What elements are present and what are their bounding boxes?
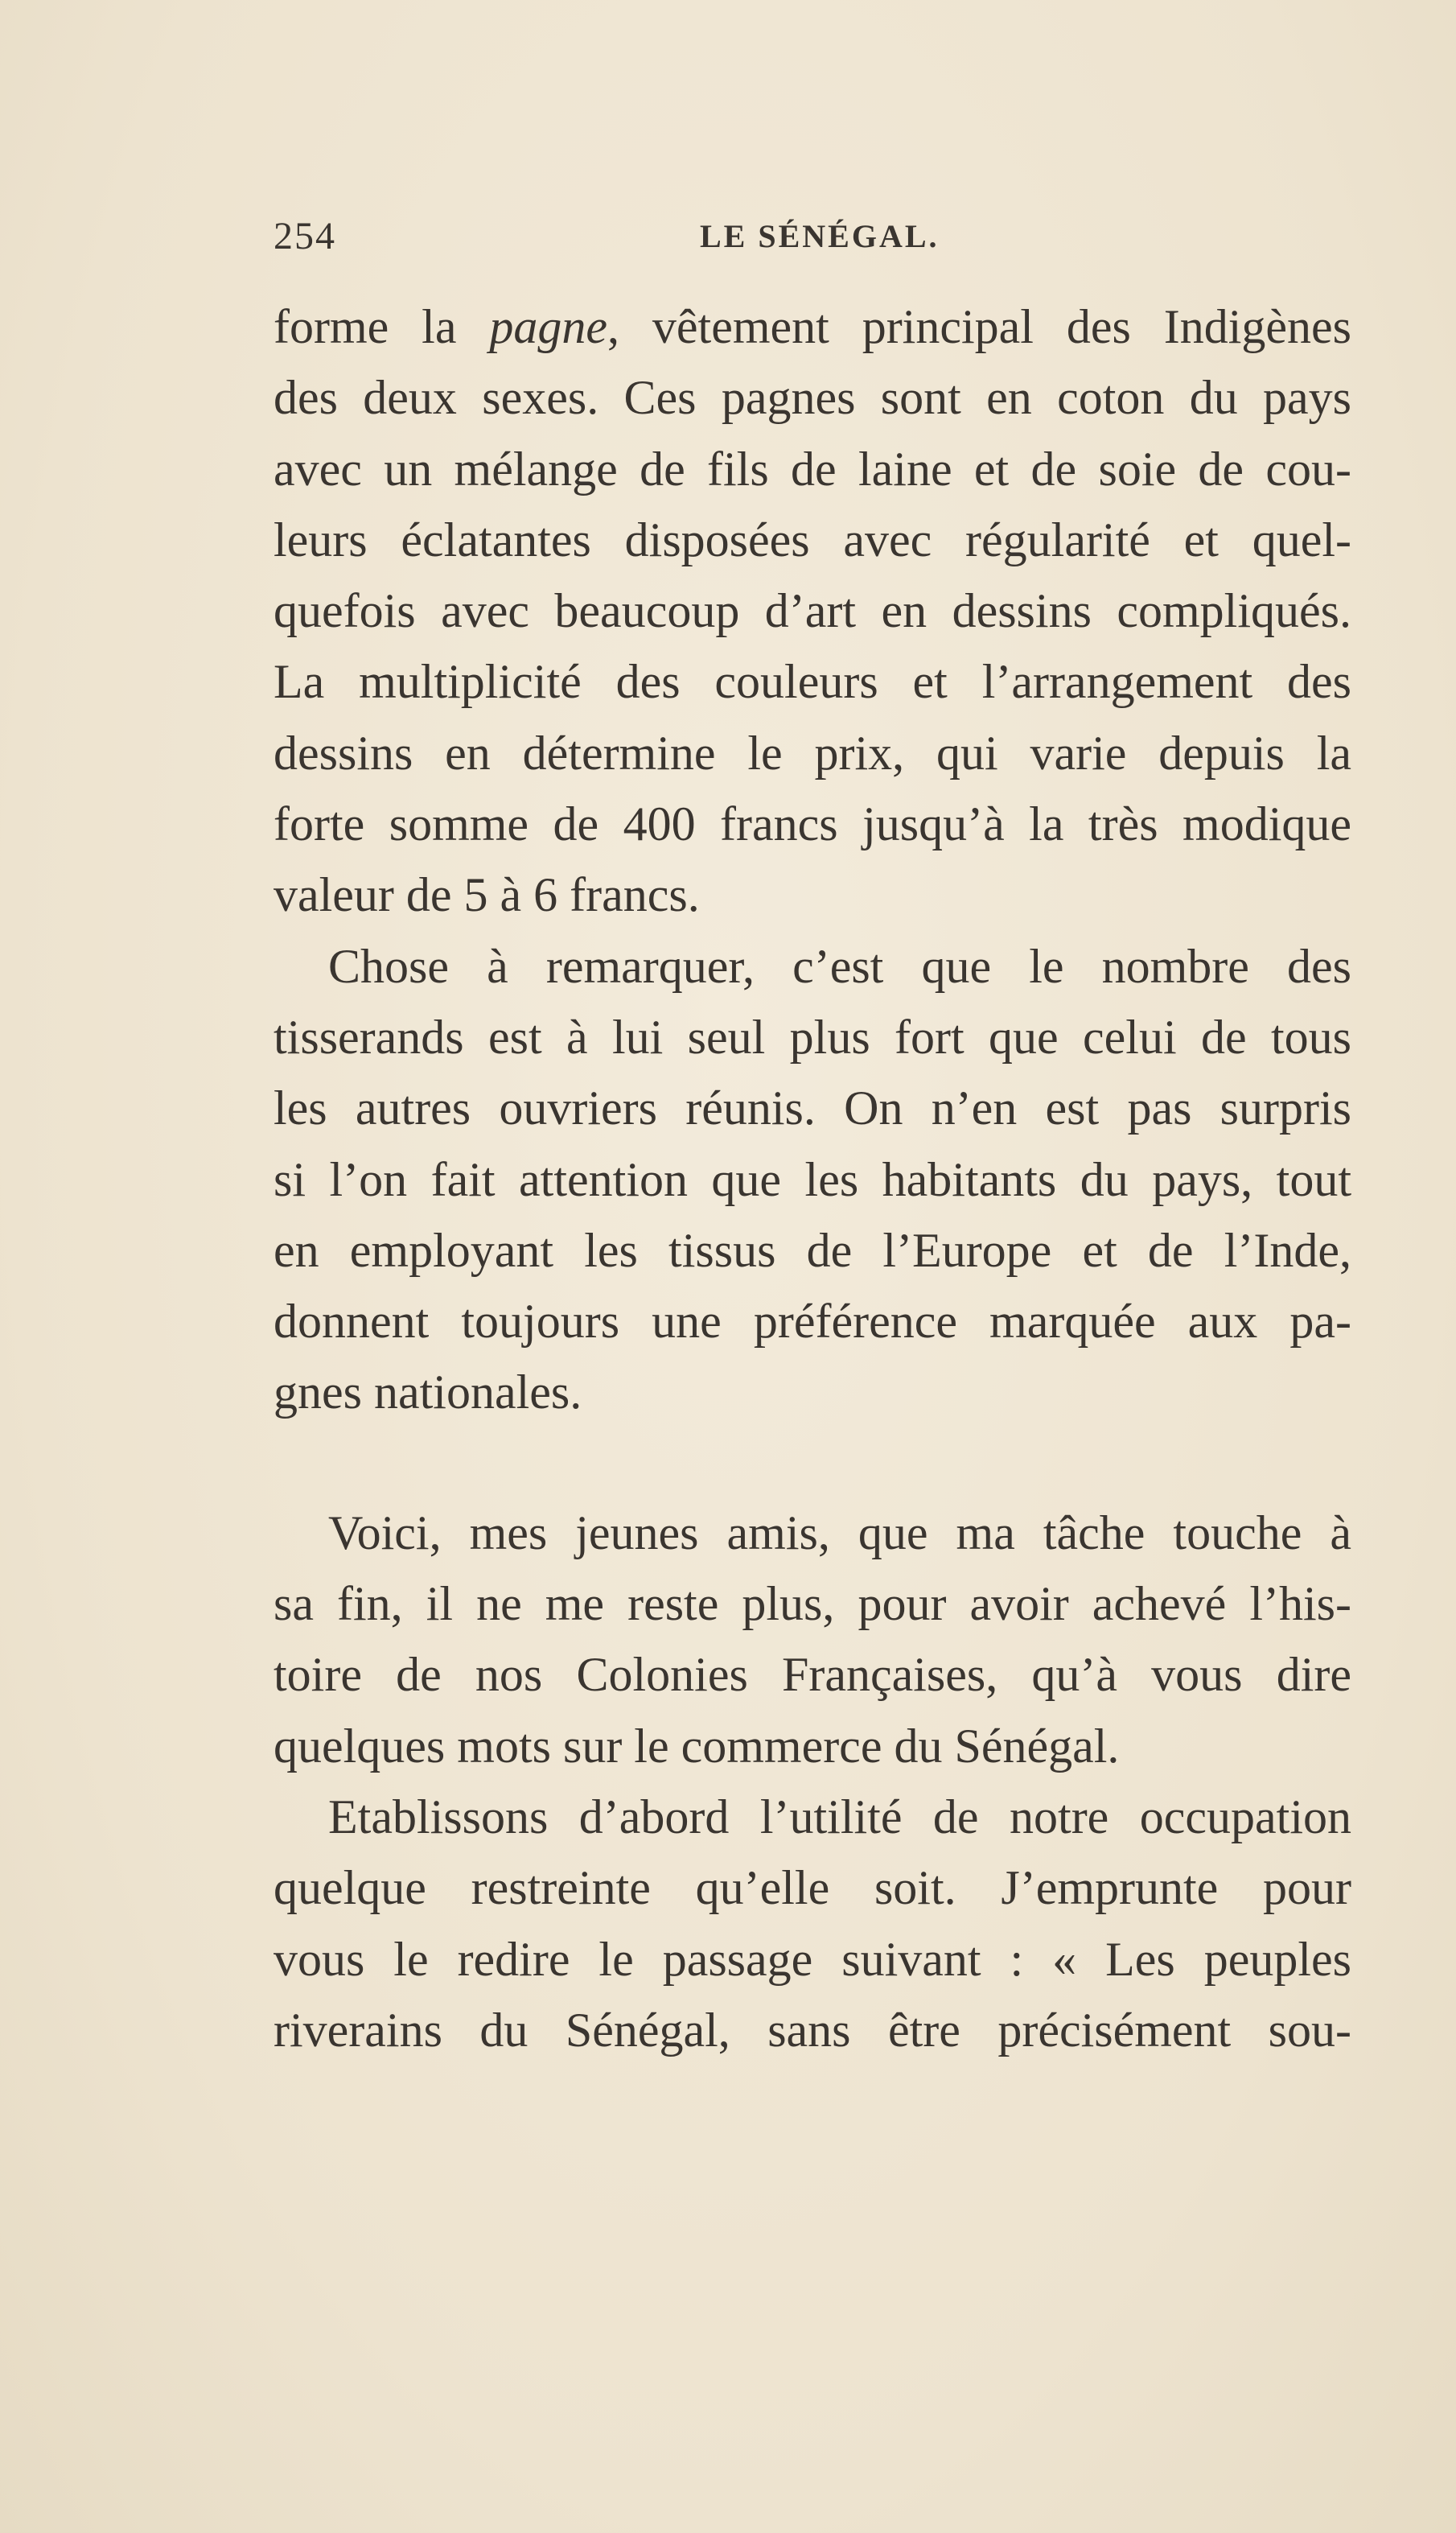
text-line: gnes nationales. — [274, 1365, 582, 1419]
text-line: vous le redire le passage suivant : « Les peuples — [274, 1932, 1351, 1986]
text-line: en employant les tissus de l’Europe et de l’Inde, — [274, 1223, 1351, 1277]
text-line: avec un mélange de fils de laine et de soie de cou- — [274, 442, 1351, 496]
text-line: quefois avec beaucoup d’art en dessins compliqués. — [274, 584, 1351, 638]
text-line: tisserands est à lui seul plus fort que celui de tous — [274, 1010, 1351, 1064]
text-line: Voici, mes jeunes amis, que ma tâche touche à — [328, 1505, 1351, 1559]
running-head: LE SÉNÉGAL. — [700, 218, 940, 254]
text-line: dessins en détermine le prix, qui varie depuis la — [274, 726, 1351, 780]
text-line: des deux sexes. Ces pagnes sont en coton du pays — [274, 371, 1351, 425]
text-line: valeur de 5 à 6 francs. — [274, 868, 700, 922]
text-line: les autres ouvriers réunis. On n’en est pas surpris — [274, 1081, 1351, 1135]
paragraph-3 — [274, 1497, 1351, 1781]
paragraph-2 — [274, 931, 1351, 1428]
text-line-italic: forme la pagne, vêtement principal des Indigènes — [274, 300, 1351, 353]
text-line: quelques mots sur le commerce du Sénégal. — [274, 1719, 1120, 1773]
section-break — [274, 1428, 1351, 1497]
text-line: Etablissons d’abord l’utilité de notre occupation — [328, 1790, 1351, 1843]
italic-term: pagne — [489, 300, 607, 353]
text-line: sa fin, il ne me reste plus, pour avoir achevé l’his- — [274, 1577, 1351, 1631]
paragraph-1 — [274, 291, 1351, 931]
text-line: donnent toujours une préférence marquée aux pa- — [274, 1295, 1351, 1349]
text-line: La multiplicité des couleurs et l’arrangement des — [274, 655, 1351, 709]
text-line: leurs éclatantes disposées avec régularité et quel- — [274, 513, 1351, 566]
page-number: 254 — [274, 215, 336, 257]
text-line: riverains du Sénégal, sans être précisément sou- — [274, 2003, 1351, 2057]
text-line: forte somme de 400 francs jusqu’à la très modique — [274, 797, 1351, 851]
page-header — [274, 214, 1351, 262]
body-text — [274, 291, 1351, 2066]
text-line: quelque restreinte qu’elle soit. J’emprunte pour — [274, 1861, 1351, 1915]
text-line: si l’on fait attention que les habitants du pays, tout — [274, 1152, 1351, 1206]
text-line: toire de nos Colonies Françaises, qu’à vous dire — [274, 1648, 1351, 1702]
text-line: Chose à remarquer, c’est que le nombre des — [328, 939, 1351, 993]
paragraph-4 — [274, 1781, 1351, 2066]
